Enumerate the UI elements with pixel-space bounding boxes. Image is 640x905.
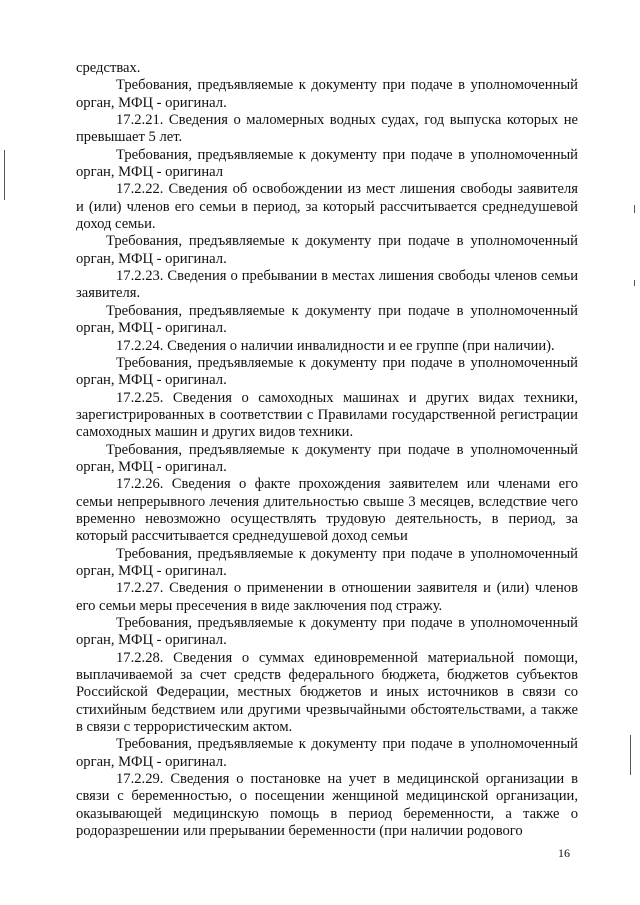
scan-edge-mark bbox=[634, 205, 635, 213]
paragraph: Требования, предъявляемые к документу при подаче в уполномоченный орган, МФЦ - оригинал. bbox=[76, 441, 578, 475]
paragraph: Требования, предъявляемые к документу при подаче в уполномоченный орган, МФЦ - оригинал. bbox=[76, 233, 578, 267]
paragraph: 17.2.25. Сведения о самоходных машинах и других видах техники, зарегистрированных в соответствии с Правилами государственной регистрации самоходных машин и других видов техники. bbox=[76, 389, 578, 441]
scan-edge-mark bbox=[4, 150, 5, 200]
paragraph: 17.2.24. Сведения о наличии инвалидности и ее группе (при наличии). bbox=[116, 337, 555, 354]
paragraph: 17.2.22. Сведения об освобождении из мест лишения свободы заявителя и (или) членов его семьи в период, за который рассчитывается среднедушевой доход семьи. bbox=[76, 181, 578, 233]
paragraph: Требования, предъявляемые к документу при подаче в уполномоченный орган, МФЦ - оригинал. bbox=[76, 354, 578, 389]
paragraph: Требования, предъявляемые к документу при подаче в уполномоченный орган, МФЦ - оригинал. bbox=[76, 545, 578, 579]
paragraph: Требования, предъявляемые к документу при подаче в уполномоченный орган, МФЦ - оригинал. bbox=[76, 302, 578, 337]
paragraph: 17.2.29. Сведения о постановке на учет в медицинской организации в связи с беременностью, о посещении женщиной медицинской организации, оказывающей медицинскую помощь в период беременности, а также о родоразрешении или прерывании беременности (при наличии родового bbox=[76, 771, 578, 840]
document-body bbox=[76, 60, 578, 840]
paragraph: Требования, предъявляемые к документу при подаче в уполномоченный орган, МФЦ - оригинал. bbox=[76, 736, 578, 770]
page-number: 16 bbox=[558, 846, 570, 860]
paragraph: Требования, предъявляемые к документу при подаче в уполномоченный орган, МФЦ - оригинал bbox=[76, 146, 578, 181]
scan-edge-mark bbox=[630, 735, 631, 775]
paragraph: Требования, предъявляемые к документу при подаче в уполномоченный орган, МФЦ - оригинал. bbox=[76, 615, 578, 649]
paragraph: 17.2.23. Сведения о пребывании в местах лишения свободы членов семьи заявителя. bbox=[76, 268, 578, 302]
paragraph: средствах. bbox=[76, 60, 141, 76]
paragraph: 17.2.21. Сведения о маломерных водных судах, год выпуска которых не превышает 5 лет. bbox=[76, 112, 578, 146]
scan-edge-mark bbox=[634, 280, 635, 286]
paragraph: 17.2.26. Сведения о факте прохождения заявителем или членами его семьи непрерывного лечения длительностью свыше 3 месяцев, вследствие чего временно невозможно осуществлять трудовую деятельность, в период, за который рассчитывается среднедушевой доход семьи bbox=[76, 476, 578, 545]
paragraph: 17.2.27. Сведения о применении в отношении заявителя и (или) членов его семьи меры пресечения в виде заключения под стражу. bbox=[76, 580, 578, 614]
paragraph: Требования, предъявляемые к документу при подаче в уполномоченный орган, МФЦ - оригинал. bbox=[76, 77, 578, 111]
paragraph: 17.2.28. Сведения о суммах единовременной материальной помощи, выплачиваемой за счет средств федерального бюджета, бюджетов субъектов Российской Федерации, местных бюджетов и иных источников в связи со стихийным бедствием или другими чрезвычайными обстоятельствами, а также в связи с террористическим актом. bbox=[76, 649, 578, 736]
